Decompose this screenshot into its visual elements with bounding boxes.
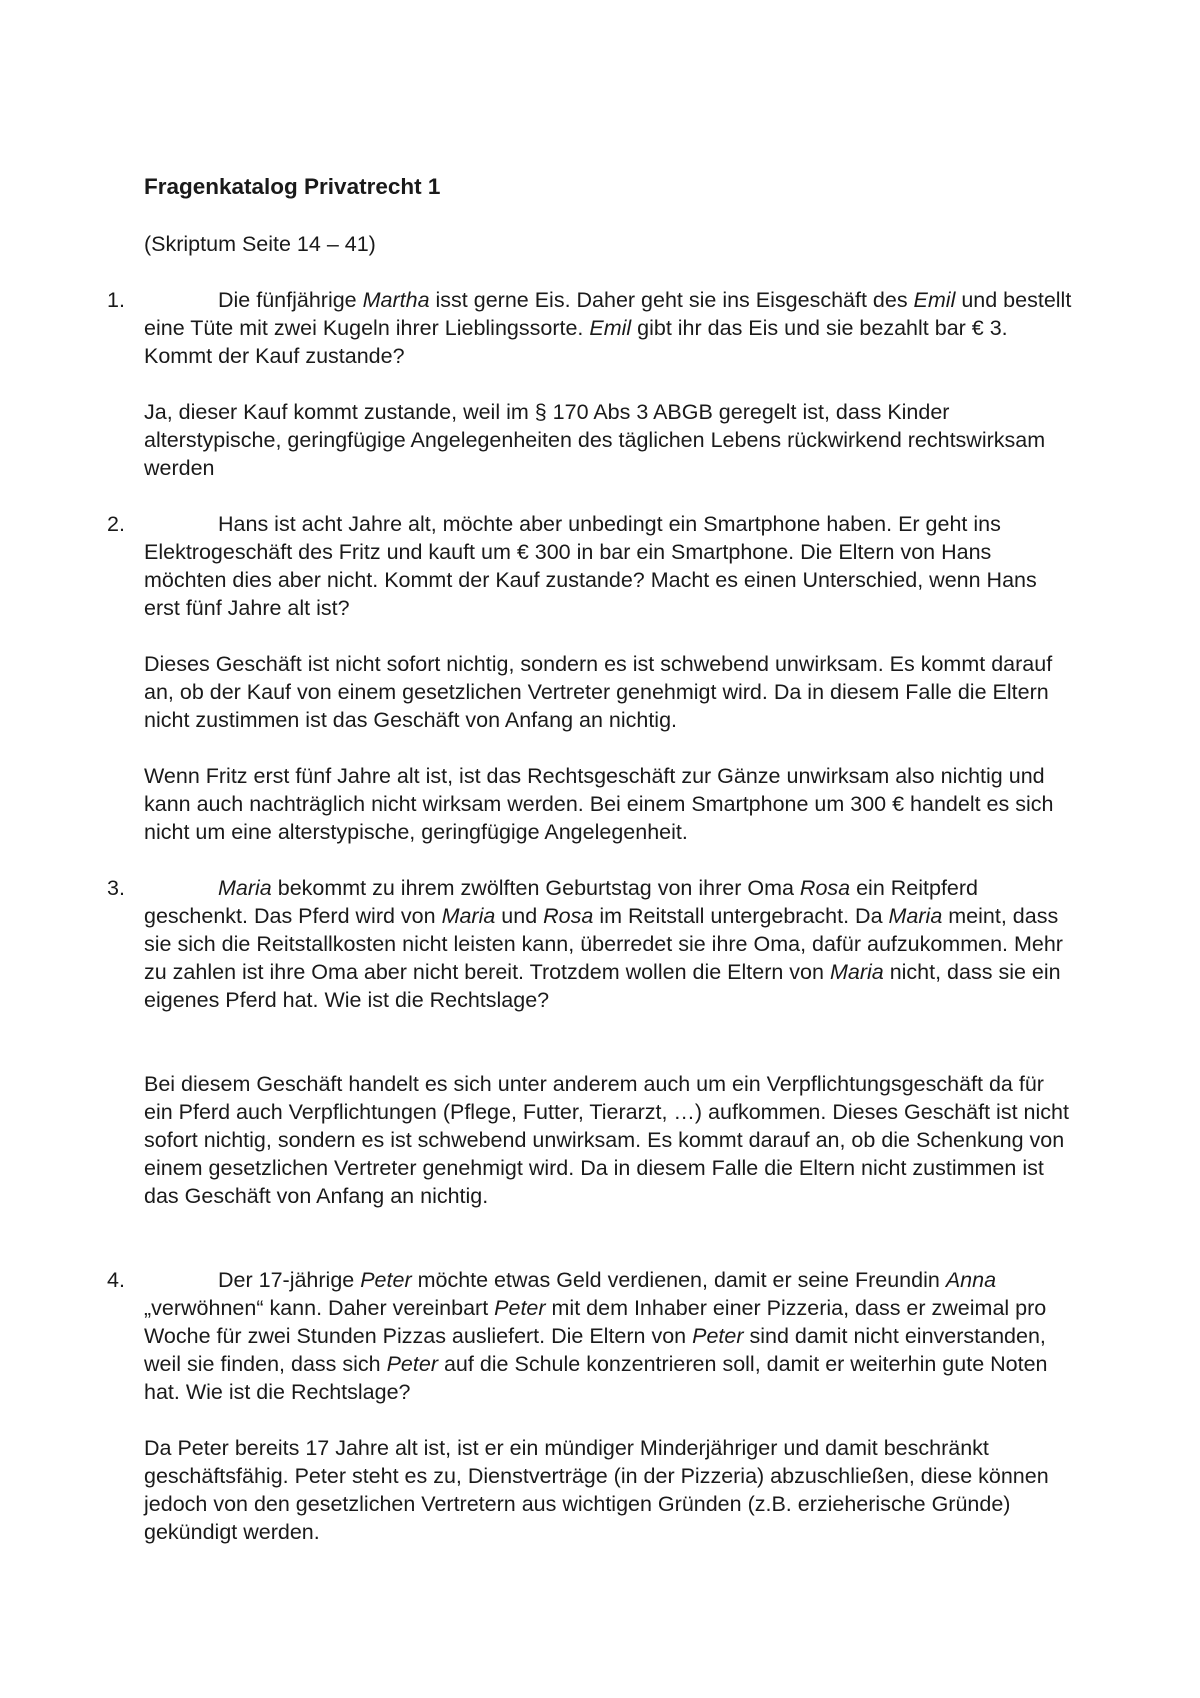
answer-1: Ja, dieser Kauf kommt zustande, weil im § 170 Abs 3 ABGB geregelt ist, dass Kinder alterstypische, geringfügige Angelegenheiten des täglichen Lebens rückwirkend rechtswirksam werden [144,400,1046,480]
answer-3: Bei diesem Geschäft handelt es sich unter anderem auch um ein Verpflichtungsgeschäft da für ein Pferd auch Verpflichtungen (Pflege, Futter, Tierarzt, …) aufkommen. Dieses Geschäft ist nicht sofort nichtig, sondern es ist schwebend unwirksam. Es kommt darauf an, ob die Schenkung von einem gesetzlichen Vertreter genehmigt wird. Da in diesem Falle die Eltern nicht zustimmen ist das Geschäft von Anfang an nichtig. [144,1072,1069,1208]
question-text: Hans ist acht Jahre alt, möchte aber unbedingt ein Smartphone haben. Er geht ins Elektrogeschäft des Fritz und kauft um € 300 in bar ein Smartphone. Die Eltern von Hans möchten dies aber nicht. Kommt der Kauf zustande? Macht es einen Unterschied, wenn Hans erst fünf Jahre alt ist? [144,512,1037,620]
question-4 [107,1266,1074,1406]
question-text: Maria bekommt zu ihrem zwölften Geburtstag von ihrer Oma Rosa ein Reitpferd geschenkt. Das Pferd wird von Maria und Rosa im Reitstall untergebracht. Da Maria meint, dass sie sich die Reitstallkosten nicht leisten kann, überredet sie ihre Oma, dafür aufzukommen. Mehr zu zahlen ist ihre Oma aber nicht bereit. Trotzdem wollen die Eltern von Maria nicht, dass sie ein eigenes Pferd hat. Wie ist die Rechtslage? [144,876,1063,1012]
answer-2a: Dieses Geschäft ist nicht sofort nichtig, sondern es ist schwebend unwirksam. Es kommt darauf an, ob der Kauf von einem gesetzlichen Vertreter genehmigt wird. Da in diesem Falle die Eltern nicht zustimmen ist das Geschäft von Anfang an nichtig. [144,652,1053,732]
document-title: Fragenkatalog Privatrecht 1 [144,174,441,199]
answer-4: Da Peter bereits 17 Jahre alt ist, ist er ein mündiger Minderjähriger und damit beschränkt geschäftsfähig. Peter steht es zu, Dienstverträge (in der Pizzeria) abzuschließen, diese können jedoch von den gesetzlichen Vertretern aus wichtigen Gründen (z.B. erzieherische Gründe) gekündigt werden. [144,1436,1049,1544]
question-1 [107,286,1074,370]
document-subtitle: (Skriptum Seite 14 – 41) [144,232,376,256]
question-number: 2. [107,512,125,536]
question-number: 1. [107,288,125,312]
question-2 [107,510,1074,622]
answer-2b: Wenn Fritz erst fünf Jahre alt ist, ist das Rechtsgeschäft zur Gänze unwirksam also nichtig und kann auch nachträglich nicht wirksam werden. Bei einem Smartphone um 300 € handelt es sich nicht um eine alterstypische, geringfügige Angelegenheit. [144,764,1054,844]
question-number: 4. [107,1268,125,1292]
question-number: 3. [107,876,125,900]
question-text: Die fünfjährige Martha isst gerne Eis. Daher geht sie ins Eisgeschäft des Emil und bestellt eine Tüte mit zwei Kugeln ihrer Lieblingssorte. Emil gibt ihr das Eis und sie bezahlt bar € 3. Kommt der Kauf zustande? [144,288,1072,368]
question-3 [107,874,1074,1014]
question-text: Der 17-jährige Peter möchte etwas Geld verdienen, damit er seine Freundin Anna „verwöhnen“ kann. Daher vereinbart Peter mit dem Inhaber einer Pizzeria, dass er zweimal pro Woche für zwei Stunden Pizzas ausliefert. Die Eltern von Peter sind damit nicht einverstanden, weil sie finden, dass sich Peter auf die Schule konzentrieren soll, damit er weiterhin gute Noten hat. Wie ist die Rechtslage? [144,1268,1048,1404]
